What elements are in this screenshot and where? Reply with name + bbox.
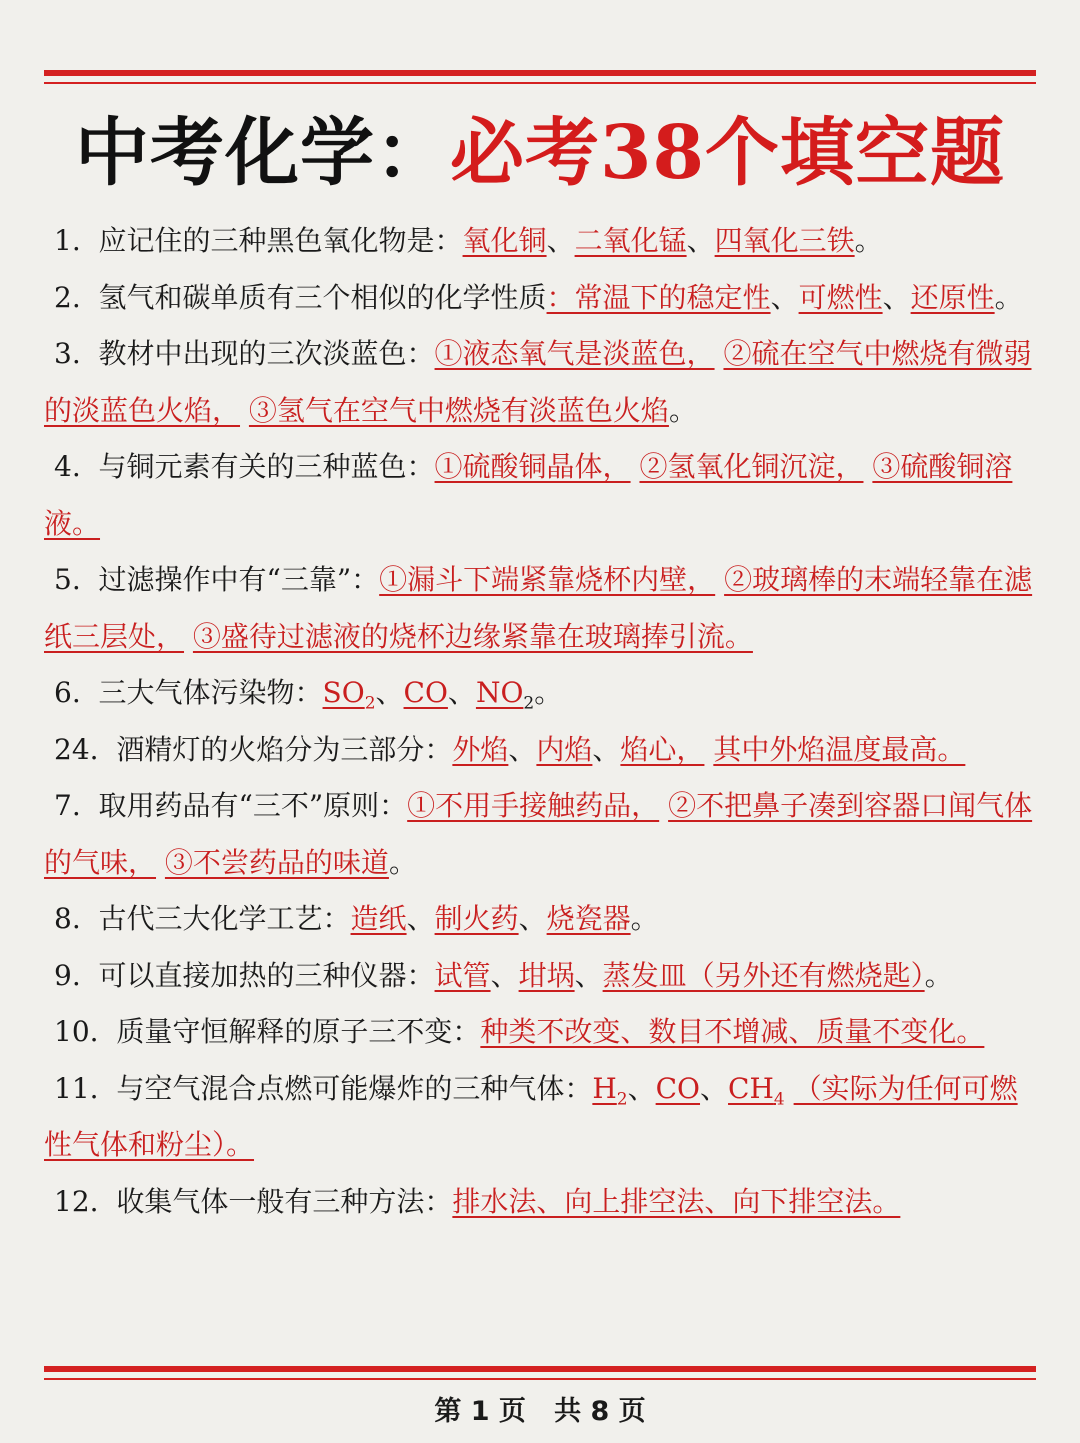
answer: 四氧化三铁 bbox=[714, 224, 855, 257]
answer: ②硫在空气中燃烧有微弱的淡蓝色火焰， bbox=[44, 337, 1032, 427]
answer: ②玻璃棒的末端轻靠在滤纸三层处， bbox=[44, 563, 1033, 653]
answer: 外焰 bbox=[452, 732, 509, 766]
answer: ：常温下的稳定性 bbox=[546, 280, 771, 314]
answer: ③盛待过滤液的烧杯边缘紧靠在玻璃捧引流。 bbox=[192, 619, 753, 653]
answer: ①液态氧气是淡蓝色， bbox=[434, 337, 715, 370]
answer: ③硫酸铜溶液。 bbox=[44, 450, 1013, 540]
question-list bbox=[44, 213, 1036, 1230]
answer: 二氧化锰 bbox=[574, 224, 687, 257]
answer: ③不尝药品的味道 bbox=[164, 845, 389, 879]
list-item: 9. 可以直接加热的三种仪器：试管、坩埚、蒸发皿（另外还有燃烧匙）。 bbox=[54, 958, 953, 992]
answer: 氧化铜 bbox=[462, 224, 547, 257]
list-item: 3. 教材中出现的三次淡蓝色：①液态氧气是淡蓝色， ②硫在空气中燃烧有微弱的淡蓝色火焰， ③氢气在空气中燃烧有淡蓝色火焰。 bbox=[44, 337, 1032, 427]
answer: 烧瓷器 bbox=[546, 902, 631, 935]
list-item: 4. 与铜元素有关的三种蓝色：①硫酸铜晶体， ②氢氧化铜沉淀， ③硫酸铜溶液。 bbox=[44, 450, 1013, 540]
answer: ①硫酸铜晶体， bbox=[434, 450, 631, 483]
list-item: 10. 质量守恒解释的原子三不变：种类不改变、数目不增减、质量不变化。 bbox=[54, 1015, 985, 1048]
answer: ②氢氧化铜沉淀， bbox=[639, 450, 864, 483]
answer: 焰心， bbox=[620, 732, 705, 766]
list-item: 6. 三大气体污染物：$SO_2$、CO、$NO_2$。 bbox=[54, 676, 563, 714]
page-title bbox=[0, 108, 1080, 198]
answer: $H_2$ bbox=[592, 1071, 628, 1110]
top-rule-thick bbox=[44, 70, 1036, 76]
answer: 制火药 bbox=[434, 902, 519, 935]
answer: 排水法、向上排空法、向下排空法。 bbox=[452, 1184, 901, 1218]
answer: 种类不改变、数目不增减、质量不变化。 bbox=[480, 1015, 985, 1048]
list-item: 11. 与空气混合点燃可能爆炸的三种气体：$H_2$、CO、$CH_4$ （实际为任何可燃性气体和粉尘）。 bbox=[44, 1071, 1018, 1161]
list-item: 7. 取用药品有“三不”原则：①不用手接触药品， ②不把鼻子凑到容器口闻气体的气味， ③不尝药品的味道。 bbox=[44, 789, 1033, 879]
answer: 造纸 bbox=[350, 902, 407, 935]
title-black: 中考化学： bbox=[75, 110, 450, 196]
title-red: 必考38个填空题 bbox=[450, 110, 1005, 196]
top-rule-thin bbox=[44, 82, 1036, 84]
list-item: 24. 酒精灯的火焰分为三部分：外焰、内焰、焰心， 其中外焰温度最高。 bbox=[54, 732, 966, 766]
list-item: 12. 收集气体一般有三种方法：排水法、向上排空法、向下排空法。 bbox=[54, 1184, 901, 1218]
answer: ①不用手接触药品， bbox=[407, 789, 660, 822]
answer: ③氢气在空气中燃烧有淡蓝色火焰 bbox=[248, 393, 669, 427]
answer: NO bbox=[475, 676, 524, 709]
page-footer: 第 1 页 共 8 页 bbox=[434, 1396, 646, 1427]
answer: ②不把鼻子凑到容器口闻气体的气味， bbox=[44, 789, 1033, 879]
list-item: 2. 氢气和碳单质有三个相似的化学性质：常温下的稳定性、可燃性、还原性。 bbox=[54, 280, 1023, 314]
answer: ①漏斗下端紧靠烧杯内壁， bbox=[379, 563, 716, 596]
bottom-rule-thick bbox=[44, 1366, 1036, 1372]
answer: 还原性 bbox=[910, 280, 995, 314]
answer: 其中外焰温度最高。 bbox=[713, 732, 966, 766]
answer: 蒸发皿（另外还有燃烧匙） bbox=[602, 958, 925, 992]
answer: $CH_4$ bbox=[728, 1071, 785, 1110]
answer: 可燃性 bbox=[798, 280, 883, 314]
answer: CO bbox=[655, 1071, 701, 1105]
list-item: 1. 应记住的三种黑色氧化物是：氧化铜、二氧化锰、四氧化三铁。 bbox=[54, 224, 883, 257]
answer: （实际为任何可燃性气体和粉尘）。 bbox=[44, 1071, 1018, 1161]
list-item: 5. 过滤操作中有“三靠”：①漏斗下端紧靠烧杯内壁， ②玻璃棒的末端轻靠在滤纸三层处， ③盛待过滤液的烧杯边缘紧靠在玻璃捧引流。 bbox=[44, 563, 1033, 653]
answer: $SO_2$ bbox=[322, 676, 376, 714]
bottom-rule-thin bbox=[44, 1378, 1036, 1380]
answer: 试管 bbox=[434, 958, 491, 992]
answer: 内焰 bbox=[536, 732, 593, 766]
list-item: 8. 古代三大化学工艺：造纸、制火药、烧瓷器。 bbox=[54, 902, 659, 935]
answer: CO bbox=[403, 676, 448, 709]
answer: 坩埚 bbox=[518, 958, 575, 992]
